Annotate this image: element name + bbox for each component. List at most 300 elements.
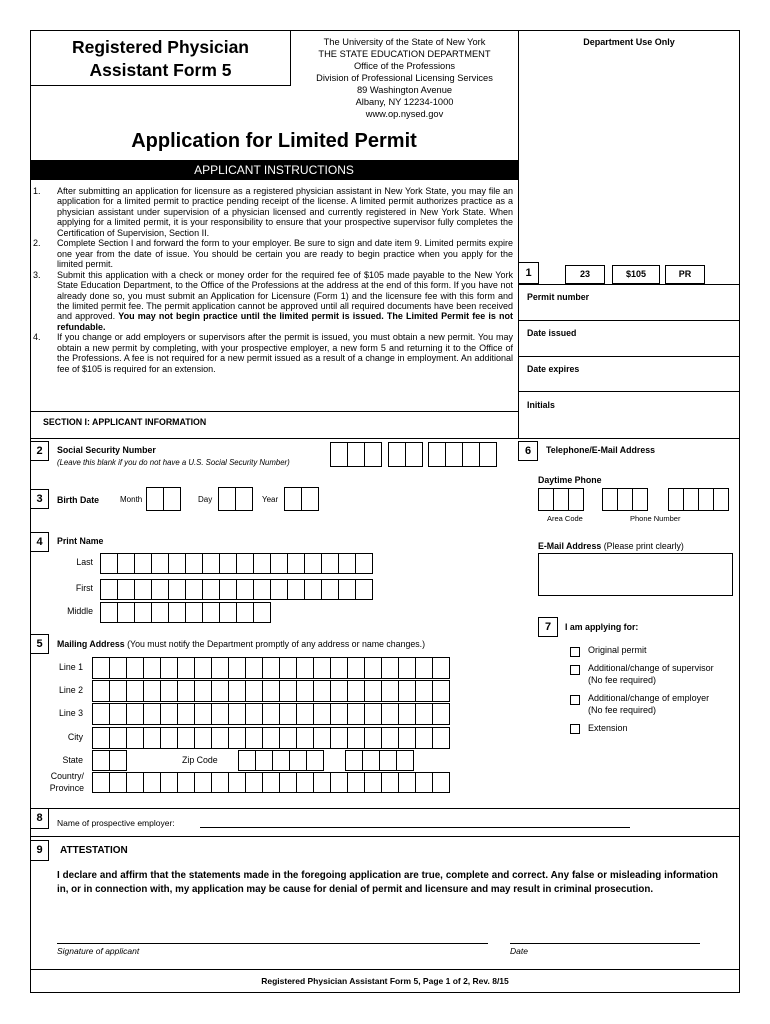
address-line-2-letter-box[interactable] <box>398 680 416 702</box>
instruction-text: If you change or add employers or supervisors after the permit is issued, you must obtain a new permit. You may obtain a new permit by completing, with your prospective employer, a new form 5 and returning it to the Office of the Professions. A fee is not required for a new permit issued as a result of a change in employment. An additional fee of $105 is required for an extension. <box>57 332 513 374</box>
last-name-letter-box[interactable] <box>253 553 271 574</box>
attestation-heading: ATTESTATION <box>60 845 128 856</box>
agency-website: www.op.nysed.gov <box>365 109 444 119</box>
last-name-label: Last <box>76 557 93 567</box>
change-employer-label: Additional/change of employer <box>588 693 710 703</box>
address-line-2-letter-box[interactable] <box>279 680 297 702</box>
middle-name-letter-box[interactable] <box>134 602 152 623</box>
address-line-2-letter-box[interactable] <box>245 680 263 702</box>
first-name-label: First <box>75 583 93 593</box>
zip-extension-digit-box[interactable] <box>362 750 380 771</box>
instruction-number: 2. <box>33 238 41 249</box>
address-line-3-label: Line 3 <box>59 708 83 718</box>
address-line-2-letter-box[interactable] <box>92 680 110 702</box>
birth-year-digit-box[interactable] <box>284 487 302 511</box>
country-letter-box[interactable] <box>126 772 144 793</box>
city-letter-box[interactable] <box>109 727 127 749</box>
city-letter-box[interactable] <box>347 727 365 749</box>
agency-line: Office of the Professions <box>353 61 456 71</box>
last-name-letter-box[interactable] <box>134 553 152 574</box>
change-supervisor-checkbox[interactable] <box>570 665 580 675</box>
city-letter-box[interactable] <box>92 727 110 749</box>
first-name-letter-box[interactable] <box>168 579 186 600</box>
ssn-label: Social Security Number <box>57 445 156 455</box>
address-line-2-letter-box[interactable] <box>432 680 450 702</box>
year-label: Year <box>262 495 279 504</box>
address-line-3-letter-box[interactable] <box>194 703 212 725</box>
daytime-phone-label: Daytime Phone <box>538 475 602 485</box>
agency-line: 89 Washington Avenue <box>356 85 453 95</box>
change-employer-note: (No fee required) <box>588 705 657 715</box>
birth-day-boxes <box>218 487 253 511</box>
instructions-heading: APPLICANT INSTRUCTIONS <box>194 163 354 177</box>
last-name-letter-box[interactable] <box>287 553 305 574</box>
birth-month-boxes <box>146 487 181 511</box>
agency-line: Albany, NY 12234-1000 <box>355 97 454 107</box>
country-letter-box[interactable] <box>262 772 280 793</box>
last-name-letter-box[interactable] <box>338 553 356 574</box>
state-letter-box[interactable] <box>92 750 110 771</box>
mailing-address-note: (You must notify the Department promptly of any address or name changes.) <box>127 639 426 649</box>
country-letter-box[interactable] <box>194 772 212 793</box>
mailing-address-heading <box>57 639 425 649</box>
profession-code-box: 23 <box>565 265 605 284</box>
address-line-1-letter-box[interactable] <box>364 657 382 679</box>
middle-name-letter-box[interactable] <box>151 602 169 623</box>
address-line-3-letter-box[interactable] <box>364 703 382 725</box>
instruction-number: 1. <box>33 186 41 196</box>
address-line-3-letter-box[interactable] <box>296 703 314 725</box>
address-line-1-letter-box[interactable] <box>415 657 433 679</box>
first-name-letter-box[interactable] <box>338 579 356 600</box>
phone-digit-box[interactable] <box>698 488 714 511</box>
department-column-divider <box>518 30 519 438</box>
country-letter-box[interactable] <box>347 772 365 793</box>
country-letter-box[interactable] <box>177 772 195 793</box>
address-line-1-letter-box[interactable] <box>347 657 365 679</box>
department-use-heading: Department Use Only <box>583 37 675 47</box>
date-expires-label: Date expires <box>527 364 580 374</box>
item-number-9: 9 <box>30 840 49 861</box>
first-name-letter-box[interactable] <box>134 579 152 600</box>
telephone-email-label: Telephone/E-Mail Address <box>546 445 656 455</box>
employer-name-field[interactable] <box>200 817 630 828</box>
address-line-1-letter-box[interactable] <box>432 657 450 679</box>
address-line-1-letter-box[interactable] <box>211 657 229 679</box>
birth-month-digit-box[interactable] <box>163 487 181 511</box>
last-name-letter-box[interactable] <box>151 553 169 574</box>
city-letter-box[interactable] <box>279 727 297 749</box>
city-letter-box[interactable] <box>398 727 416 749</box>
middle-name-letter-box[interactable] <box>236 602 254 623</box>
city-letter-box[interactable] <box>262 727 280 749</box>
signature-label: Signature of applicant <box>57 946 140 956</box>
address-line-2-letter-box[interactable] <box>109 680 127 702</box>
address-line-2-letter-box[interactable] <box>296 680 314 702</box>
phone-prefix-boxes <box>602 488 648 511</box>
address-line-2-letter-box[interactable] <box>313 680 331 702</box>
mailing-address-label: Mailing Address <box>57 639 125 649</box>
state-label: State <box>62 755 83 765</box>
last-name-letter-box[interactable] <box>117 553 135 574</box>
last-name-letter-box[interactable] <box>219 553 237 574</box>
item-number-3: 3 <box>30 489 49 509</box>
item-number-5: 5 <box>30 634 49 654</box>
item-number-1: 1 <box>518 262 539 284</box>
address-line-3-letter-box[interactable] <box>415 703 433 725</box>
instruction-item <box>33 332 513 374</box>
country-letter-box[interactable] <box>160 772 178 793</box>
first-name-letter-box[interactable] <box>270 579 288 600</box>
item-number-7: 7 <box>538 617 558 637</box>
state-boxes <box>92 750 127 771</box>
ssn-digit-box[interactable] <box>479 442 497 467</box>
address-line-3-letter-box[interactable] <box>92 703 110 725</box>
item-number-4: 4 <box>30 532 49 552</box>
phone-digit-box[interactable] <box>668 488 684 511</box>
first-name-letter-box[interactable] <box>202 579 220 600</box>
initials-label: Initials <box>527 400 555 410</box>
address-line-1-letter-box[interactable] <box>330 657 348 679</box>
first-name-letter-box[interactable] <box>304 579 322 600</box>
address-line-3-letter-box[interactable] <box>143 703 161 725</box>
city-letter-box[interactable] <box>313 727 331 749</box>
address-line-3-letter-box[interactable] <box>330 703 348 725</box>
birth-month-digit-box[interactable] <box>146 487 164 511</box>
middle-name-boxes <box>100 602 271 623</box>
instructions-heading-bar <box>30 160 518 180</box>
address-line-3-letter-box[interactable] <box>109 703 127 725</box>
first-name-letter-box[interactable] <box>236 579 254 600</box>
first-name-letter-box[interactable] <box>287 579 305 600</box>
ssn-note: (Leave this blank if you do not have a U.S. Social Security Number) <box>57 458 290 467</box>
first-name-boxes <box>100 579 373 600</box>
email-field[interactable] <box>538 553 733 596</box>
address-line-3-letter-box[interactable] <box>126 703 144 725</box>
middle-name-letter-box[interactable] <box>202 602 220 623</box>
middle-name-letter-box[interactable] <box>117 602 135 623</box>
country-letter-box[interactable] <box>415 772 433 793</box>
form-title-box <box>30 30 291 86</box>
zip-code-label: Zip Code <box>182 755 218 765</box>
address-line-1-letter-box[interactable] <box>109 657 127 679</box>
birth-day-digit-box[interactable] <box>235 487 253 511</box>
ssn-digit-box[interactable] <box>364 442 382 467</box>
footer-divider <box>30 969 740 970</box>
city-letter-box[interactable] <box>126 727 144 749</box>
address-line-2-letter-box[interactable] <box>415 680 433 702</box>
city-letter-box[interactable] <box>194 727 212 749</box>
section-1-heading: SECTION I: APPLICANT INFORMATION <box>43 417 207 427</box>
first-name-letter-box[interactable] <box>219 579 237 600</box>
address-line-1-letter-box[interactable] <box>398 657 416 679</box>
city-letter-box[interactable] <box>330 727 348 749</box>
instruction-item <box>33 238 513 269</box>
ssn-group-2 <box>388 442 423 467</box>
city-letter-box[interactable] <box>381 727 399 749</box>
zip-extension-digit-box[interactable] <box>379 750 397 771</box>
zip-extension-digit-box[interactable] <box>396 750 414 771</box>
zip-digit-box[interactable] <box>289 750 307 771</box>
address-line-3-letter-box[interactable] <box>177 703 195 725</box>
ssn-group-3 <box>428 442 497 467</box>
instruction-number: 3. <box>33 269 41 280</box>
last-name-letter-box[interactable] <box>304 553 322 574</box>
agency-line: The University of the State of New York <box>323 37 486 47</box>
address-line-1-letter-box[interactable] <box>381 657 399 679</box>
address-line-3-letter-box[interactable] <box>228 703 246 725</box>
address-line-1-letter-box[interactable] <box>296 657 314 679</box>
first-name-letter-box[interactable] <box>185 579 203 600</box>
change-supervisor-note: (No fee required) <box>588 675 657 685</box>
attestation-statement: I declare and affirm that the statements made in the foregoing application are true, complete and correct. Any false or misleading information in, or in connection with, my application may be cause for denial of permit and licensure and may result in criminal prosecution. <box>57 870 718 895</box>
day-label: Day <box>198 495 213 504</box>
agency-line: THE STATE EDUCATION DEPARTMENT <box>318 49 491 59</box>
fee-code-box: $105 <box>612 265 660 284</box>
city-letter-box[interactable] <box>296 727 314 749</box>
country-letter-box[interactable] <box>296 772 314 793</box>
address-line-1-letter-box[interactable] <box>228 657 246 679</box>
area-code-digit-box[interactable] <box>568 488 584 511</box>
address-line-3-letter-box[interactable] <box>398 703 416 725</box>
department-row-divider <box>518 284 740 285</box>
extension-checkbox[interactable] <box>570 724 580 734</box>
ssn-digit-box[interactable] <box>428 442 446 467</box>
area-code-digit-box[interactable] <box>553 488 569 511</box>
address-line-3-letter-box[interactable] <box>381 703 399 725</box>
date-label: Date <box>510 946 528 956</box>
last-name-letter-box[interactable] <box>202 553 220 574</box>
employer-label: Name of prospective employer: <box>57 818 175 828</box>
last-name-letter-box[interactable] <box>321 553 339 574</box>
instruction-text: After submitting an application for licensure as a registered physician assistant in New York State, you may file an application for a limited permit to practice pending receipt of the license. A limited permit authorizes practice as a physician assistant under supervision of a physician licensed and currently registered in New York State. When applying for a limited permit, it is your responsibility to ensure that your prospective supervisor fully completes the Certification of Supervision, Section II. <box>57 186 513 238</box>
area-code-boxes <box>538 488 584 511</box>
zip-digit-box[interactable] <box>306 750 324 771</box>
address-line-3-letter-box[interactable] <box>432 703 450 725</box>
department-row-divider <box>518 320 740 321</box>
zip-digit-box[interactable] <box>272 750 290 771</box>
last-name-letter-box[interactable] <box>355 553 373 574</box>
instruction-body: Submit this application with a check or money order for the required fee of $105 made payable to the New York State Education Department, to the Office of the Professions at the address at the end of this form. If you have not already done so, you must submit an Application for Licensure (Form 1) and the licensure fee with this form and the limited permit fee. The permit application cannot be approved until all required documents have been received and approved. <box>57 269 513 322</box>
country-province-boxes <box>92 772 450 793</box>
phone-digit-box[interactable] <box>617 488 633 511</box>
country-letter-box[interactable] <box>228 772 246 793</box>
address-line-1-boxes <box>92 657 450 679</box>
address-line-3-letter-box[interactable] <box>279 703 297 725</box>
address-line-1-letter-box[interactable] <box>194 657 212 679</box>
ssn-digit-box[interactable] <box>405 442 423 467</box>
middle-name-letter-box[interactable] <box>168 602 186 623</box>
month-label: Month <box>120 495 143 504</box>
address-line-2-letter-box[interactable] <box>160 680 178 702</box>
middle-name-letter-box[interactable] <box>185 602 203 623</box>
last-name-boxes <box>100 553 373 574</box>
area-code-caption: Area Code <box>547 514 583 523</box>
ssn-digit-box[interactable] <box>330 442 348 467</box>
zip-extension-digit-box[interactable] <box>345 750 363 771</box>
middle-name-letter-box[interactable] <box>219 602 237 623</box>
state-letter-box[interactable] <box>109 750 127 771</box>
country-letter-box[interactable] <box>92 772 110 793</box>
email-note: (Please print clearly) <box>603 541 684 551</box>
city-label: City <box>67 732 83 742</box>
instructions-list <box>33 186 513 374</box>
last-name-letter-box[interactable] <box>270 553 288 574</box>
address-line-2-letter-box[interactable] <box>143 680 161 702</box>
country-label: Country/ <box>50 771 84 781</box>
country-letter-box[interactable] <box>245 772 263 793</box>
change-supervisor-label: Additional/change of supervisor <box>588 663 714 673</box>
country-letter-box[interactable] <box>432 772 450 793</box>
city-letter-box[interactable] <box>245 727 263 749</box>
instruction-item <box>33 270 513 333</box>
type-code-box: PR <box>665 265 705 284</box>
section-divider <box>30 411 518 412</box>
ssn-group-1 <box>330 442 382 467</box>
address-line-1-letter-box[interactable] <box>160 657 178 679</box>
address-line-1-letter-box[interactable] <box>262 657 280 679</box>
zip-digit-box[interactable] <box>255 750 273 771</box>
country-letter-box[interactable] <box>279 772 297 793</box>
country-letter-box[interactable] <box>381 772 399 793</box>
agency-address-block <box>291 36 518 120</box>
city-letter-box[interactable] <box>160 727 178 749</box>
address-line-1-letter-box[interactable] <box>279 657 297 679</box>
address-line-2-label: Line 2 <box>59 685 83 695</box>
birth-date-label: Birth Date <box>57 495 100 505</box>
address-line-2-letter-box[interactable] <box>364 680 382 702</box>
country-letter-box[interactable] <box>313 772 331 793</box>
country-letter-box[interactable] <box>398 772 416 793</box>
instruction-text: Complete Section I and forward the form to your employer. Be sure to sign and date item 9. Limited permits expire one year from the date of issue. You should be certain you are ready to begin practice when you apply for the limited permit. <box>57 238 513 270</box>
city-letter-box[interactable] <box>432 727 450 749</box>
city-letter-box[interactable] <box>143 727 161 749</box>
original-permit-checkbox[interactable] <box>570 647 580 657</box>
zip-digit-box[interactable] <box>238 750 256 771</box>
phone-number-caption: Phone Number <box>630 514 681 523</box>
instruction-item <box>33 186 513 238</box>
birth-year-boxes <box>284 487 319 511</box>
country-letter-box[interactable] <box>364 772 382 793</box>
print-name-label: Print Name <box>57 536 104 546</box>
city-letter-box[interactable] <box>364 727 382 749</box>
zip-code-boxes <box>238 750 324 771</box>
zip-extension-boxes <box>345 750 414 771</box>
middle-name-letter-box[interactable] <box>253 602 271 623</box>
address-line-1-letter-box[interactable] <box>313 657 331 679</box>
signature-field[interactable] <box>57 943 488 944</box>
item-number-2: 2 <box>30 441 49 461</box>
address-line-3-letter-box[interactable] <box>313 703 331 725</box>
form-title-line: Registered Physician <box>71 37 250 57</box>
phone-line-boxes <box>668 488 729 511</box>
first-name-letter-box[interactable] <box>355 579 373 600</box>
address-line-2-letter-box[interactable] <box>211 680 229 702</box>
address-line-3-letter-box[interactable] <box>262 703 280 725</box>
address-line-1-letter-box[interactable] <box>126 657 144 679</box>
department-row-divider <box>518 391 740 392</box>
date-field[interactable] <box>510 943 700 944</box>
address-line-2-letter-box[interactable] <box>330 680 348 702</box>
address-line-2-letter-box[interactable] <box>228 680 246 702</box>
country-letter-box[interactable] <box>211 772 229 793</box>
instruction-number: 4. <box>33 332 41 343</box>
original-permit-label: Original permit <box>588 645 647 655</box>
instruction-emphasis: You may not begin practice until the limited permit is issued. The Limited Permit fee is not refundable. <box>57 311 514 332</box>
city-boxes <box>92 727 450 749</box>
ssn-digit-box[interactable] <box>445 442 463 467</box>
address-line-3-letter-box[interactable] <box>245 703 263 725</box>
address-line-3-boxes <box>92 703 450 725</box>
page-footer: Registered Physician Assistant Form 5, Page 1 of 2, Rev. 8/15 <box>261 976 509 986</box>
item-number-6: 6 <box>518 441 538 461</box>
first-name-letter-box[interactable] <box>321 579 339 600</box>
birth-day-digit-box[interactable] <box>218 487 236 511</box>
address-line-2-letter-box[interactable] <box>126 680 144 702</box>
page-title: Application for Limited Permit <box>131 130 417 152</box>
country-letter-box[interactable] <box>330 772 348 793</box>
city-letter-box[interactable] <box>211 727 229 749</box>
city-letter-box[interactable] <box>228 727 246 749</box>
address-line-2-letter-box[interactable] <box>381 680 399 702</box>
middle-name-letter-box[interactable] <box>100 602 118 623</box>
phone-digit-box[interactable] <box>713 488 729 511</box>
address-line-2-letter-box[interactable] <box>262 680 280 702</box>
last-name-letter-box[interactable] <box>236 553 254 574</box>
birth-year-digit-box[interactable] <box>301 487 319 511</box>
last-name-letter-box[interactable] <box>100 553 118 574</box>
form-title-line: Assistant Form 5 <box>89 60 232 80</box>
permit-number-label: Permit number <box>527 292 590 302</box>
address-line-2-letter-box[interactable] <box>194 680 212 702</box>
first-name-letter-box[interactable] <box>151 579 169 600</box>
email-label: E-Mail Address <box>538 541 602 551</box>
phone-digit-box[interactable] <box>683 488 699 511</box>
address-line-2-boxes <box>92 680 450 702</box>
ssn-digit-box[interactable] <box>388 442 406 467</box>
address-line-3-letter-box[interactable] <box>160 703 178 725</box>
last-name-letter-box[interactable] <box>185 553 203 574</box>
address-line-3-letter-box[interactable] <box>347 703 365 725</box>
address-line-1-letter-box[interactable] <box>245 657 263 679</box>
first-name-letter-box[interactable] <box>253 579 271 600</box>
address-line-1-letter-box[interactable] <box>177 657 195 679</box>
ssn-digit-box[interactable] <box>462 442 480 467</box>
last-name-letter-box[interactable] <box>168 553 186 574</box>
section-divider <box>30 808 740 809</box>
extension-label: Extension <box>588 723 628 733</box>
city-letter-box[interactable] <box>415 727 433 749</box>
date-issued-label: Date issued <box>527 328 577 338</box>
country-letter-box[interactable] <box>109 772 127 793</box>
first-name-letter-box[interactable] <box>100 579 118 600</box>
first-name-letter-box[interactable] <box>117 579 135 600</box>
phone-digit-box[interactable] <box>632 488 648 511</box>
address-line-2-letter-box[interactable] <box>347 680 365 702</box>
phone-digit-box[interactable] <box>602 488 618 511</box>
change-employer-checkbox[interactable] <box>570 695 580 705</box>
applying-for-label: I am applying for: <box>565 622 639 632</box>
instruction-text <box>57 270 513 333</box>
address-line-3-letter-box[interactable] <box>211 703 229 725</box>
country-letter-box[interactable] <box>143 772 161 793</box>
area-code-digit-box[interactable] <box>538 488 554 511</box>
address-line-1-letter-box[interactable] <box>143 657 161 679</box>
address-line-1-letter-box[interactable] <box>92 657 110 679</box>
city-letter-box[interactable] <box>177 727 195 749</box>
address-line-2-letter-box[interactable] <box>177 680 195 702</box>
ssn-digit-box[interactable] <box>347 442 365 467</box>
